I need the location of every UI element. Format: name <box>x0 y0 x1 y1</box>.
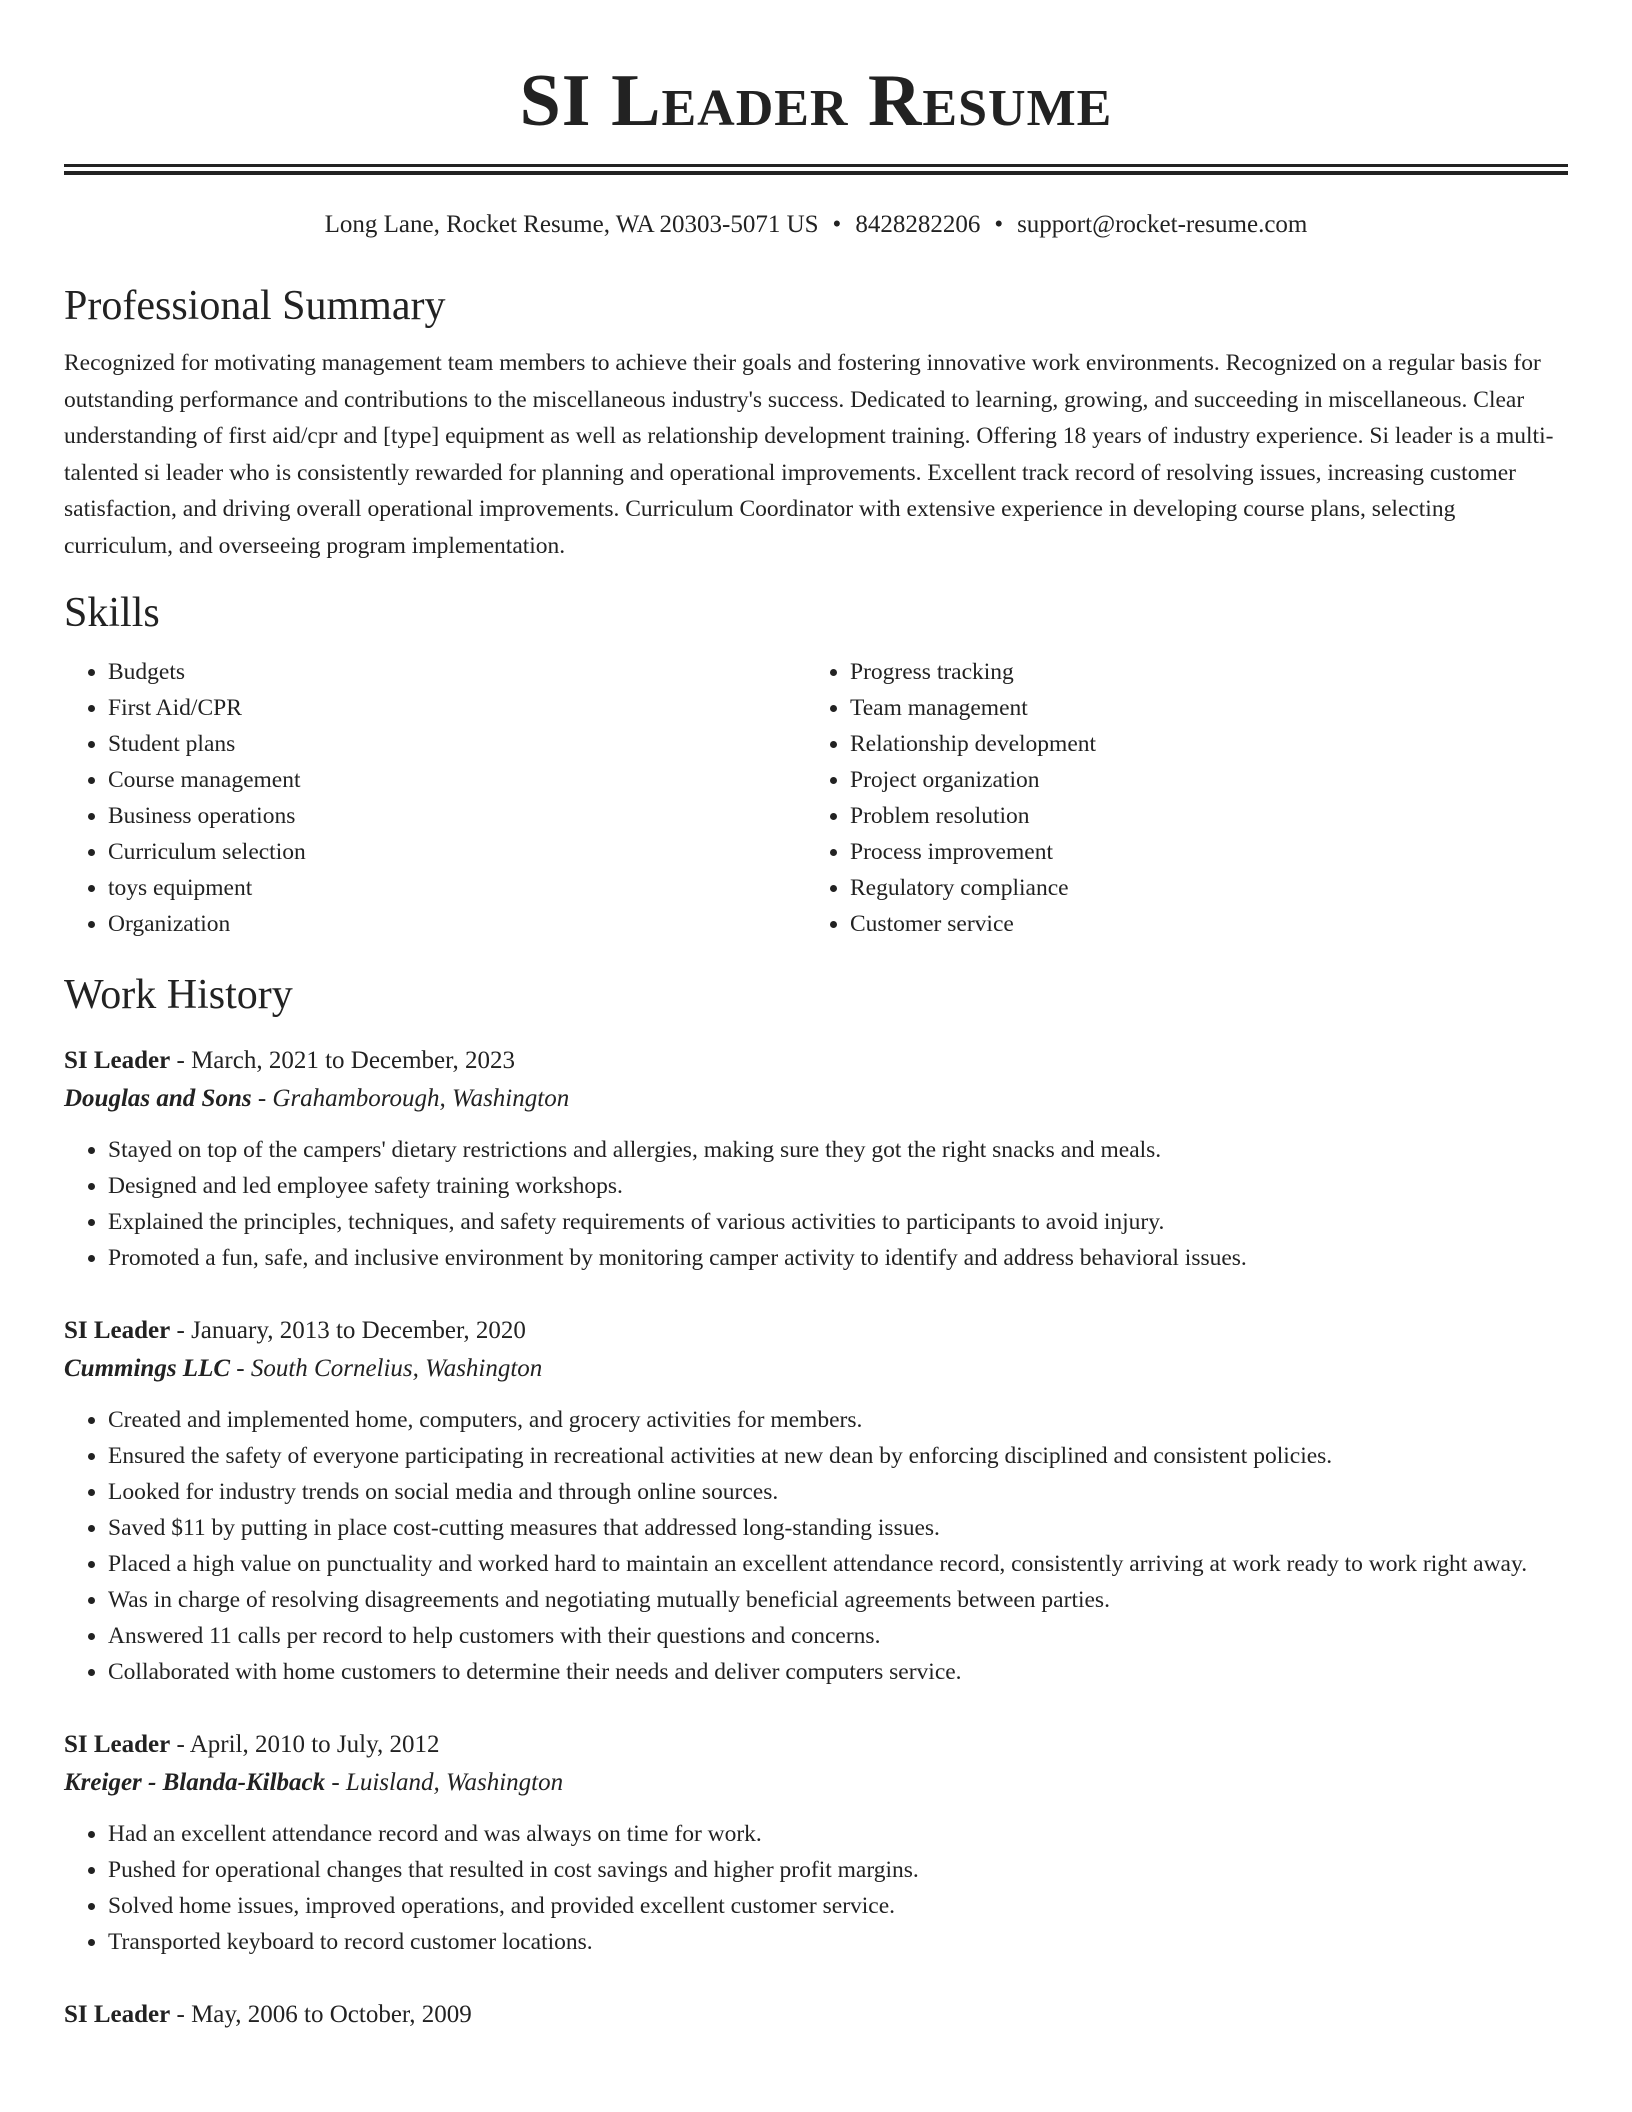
contact-address: Long Lane, Rocket Resume, WA 20303-5071 US <box>324 211 819 238</box>
job-title: SI Leader <box>64 1317 171 1344</box>
skill-item: • First Aid/CPR <box>108 690 806 726</box>
job-title-line <box>64 1726 1568 1764</box>
skill-item: • Curriculum selection <box>108 834 806 870</box>
skill-item: • Organization <box>108 906 806 942</box>
job-dates: - March, 2021 to December, 2023 <box>170 1047 515 1074</box>
job-bullet: • Solved home issues, improved operations, and provided excellent customer service. <box>108 1888 1568 1924</box>
skills-list-right <box>806 654 1548 942</box>
job-location: - Grahamborough, Washington <box>251 1085 570 1112</box>
job-location: - Luisland, Washington <box>325 1769 564 1796</box>
skills-columns <box>64 654 1568 942</box>
summary-text: Recognized for motivating management team members to achieve their goals and fostering innovative work environments. Recognized on a regular basis for outstanding performance and contributions to the miscellaneous industry's success. Dedicated to learning, growing, and succeeding in miscellaneous. Clear understanding of first aid/cpr and [type] equipment as well as relationship development training. Offering 18 years of industry experience. Si leader is a multi-talented si leader who is consistently rewarded for planning and operational improvements. Excellent track record of resolving issues, increasing customer satisfaction, and driving overall operational improvements. Curriculum Coordinator with extensive experience in developing course plans, selecting curriculum, and overseeing program implementation. <box>64 350 1554 559</box>
job-entry <box>64 1312 1568 1690</box>
contact-phone: 8428282206 <box>855 211 981 238</box>
skill-item: • Team management <box>850 690 1548 726</box>
job-company: Douglas and Sons <box>64 1085 252 1112</box>
job-title-line <box>64 1996 1568 2034</box>
skill-item: • Regulatory compliance <box>850 870 1548 906</box>
job-entry <box>64 1042 1568 1276</box>
job-company-line <box>64 1080 1568 1118</box>
job-bullets <box>64 1816 1568 1960</box>
title-divider <box>64 164 1568 175</box>
job-bullets <box>64 1132 1568 1276</box>
job-entry <box>64 1726 1568 1960</box>
job-company-line <box>64 1350 1568 1388</box>
job-dates: - April, 2010 to July, 2012 <box>170 1731 440 1758</box>
skill-item: • Business operations <box>108 798 806 834</box>
contact-line <box>64 209 1568 241</box>
job-bullets <box>64 1402 1568 1690</box>
skill-item: • Customer service <box>850 906 1548 942</box>
job-bullet: • Explained the principles, techniques, and safety requirements of various activities to participants to avoid injury. <box>108 1204 1568 1240</box>
job-bullet: • Promoted a fun, safe, and inclusive environment by monitoring camper activity to identify and address behavioral issues. <box>108 1240 1568 1276</box>
job-company: Kreiger - Blanda-Kilback <box>64 1769 326 1796</box>
contact-email: support@rocket-resume.com <box>1017 211 1308 238</box>
job-dates: - May, 2006 to October, 2009 <box>170 2001 472 2028</box>
job-bullet: • Pushed for operational changes that resulted in cost savings and higher profit margins. <box>108 1852 1568 1888</box>
job-location: - South Cornelius, Washington <box>230 1355 543 1382</box>
job-title: SI Leader <box>64 2001 171 2028</box>
skill-item: • toys equipment <box>108 870 806 906</box>
work-history-heading: Work History <box>64 972 293 1018</box>
skill-item: • Process improvement <box>850 834 1548 870</box>
job-company: Cummings LLC <box>64 1355 231 1382</box>
job-bullet: • Ensured the safety of everyone participating in recreational activities at new dean by enforcing disciplined and consistent policies. <box>108 1438 1568 1474</box>
contact-separator: • <box>832 211 842 238</box>
skill-item: • Student plans <box>108 726 806 762</box>
skill-item: • Course management <box>108 762 806 798</box>
job-entry <box>64 1996 1568 2034</box>
job-bullet: • Collaborated with home customers to determine their needs and deliver computers service. <box>108 1654 1568 1690</box>
job-bullet: • Looked for industry trends on social media and through online sources. <box>108 1474 1568 1510</box>
resume-title: SI Leader Resume <box>519 60 1113 142</box>
job-bullet: • Answered 11 calls per record to help customers with their questions and concerns. <box>108 1618 1568 1654</box>
skills-heading: Skills <box>64 590 160 636</box>
skill-item: • Project organization <box>850 762 1548 798</box>
job-title: SI Leader <box>64 1731 171 1758</box>
skill-item: • Progress tracking <box>850 654 1548 690</box>
job-bullet: • Designed and led employee safety training workshops. <box>108 1168 1568 1204</box>
job-company-line <box>64 1764 1568 1802</box>
skills-list-left <box>64 654 806 942</box>
job-bullet: • Had an excellent attendance record and was always on time for work. <box>108 1816 1568 1852</box>
job-bullet: • Created and implemented home, computers, and grocery activities for members. <box>108 1402 1568 1438</box>
job-bullet: • Saved $11 by putting in place cost-cutting measures that addressed long-standing issues. <box>108 1510 1568 1546</box>
skill-item: • Relationship development <box>850 726 1548 762</box>
job-bullet: • Placed a high value on punctuality and worked hard to maintain an excellent attendance record, consistently arriving at work ready to work right away. <box>108 1546 1568 1582</box>
job-title: SI Leader <box>64 1047 171 1074</box>
skill-item: • Problem resolution <box>850 798 1548 834</box>
job-title-line <box>64 1042 1568 1080</box>
contact-separator: • <box>994 211 1004 238</box>
job-dates: - January, 2013 to December, 2020 <box>170 1317 526 1344</box>
job-bullet: • Was in charge of resolving disagreements and negotiating mutually beneficial agreements between parties. <box>108 1582 1568 1618</box>
job-bullet: • Transported keyboard to record customer locations. <box>108 1924 1568 1960</box>
skill-item: • Budgets <box>108 654 806 690</box>
job-bullet: • Stayed on top of the campers' dietary restrictions and allergies, making sure they got the right snacks and meals. <box>108 1132 1568 1168</box>
summary-heading: Professional Summary <box>64 283 446 329</box>
job-title-line <box>64 1312 1568 1350</box>
